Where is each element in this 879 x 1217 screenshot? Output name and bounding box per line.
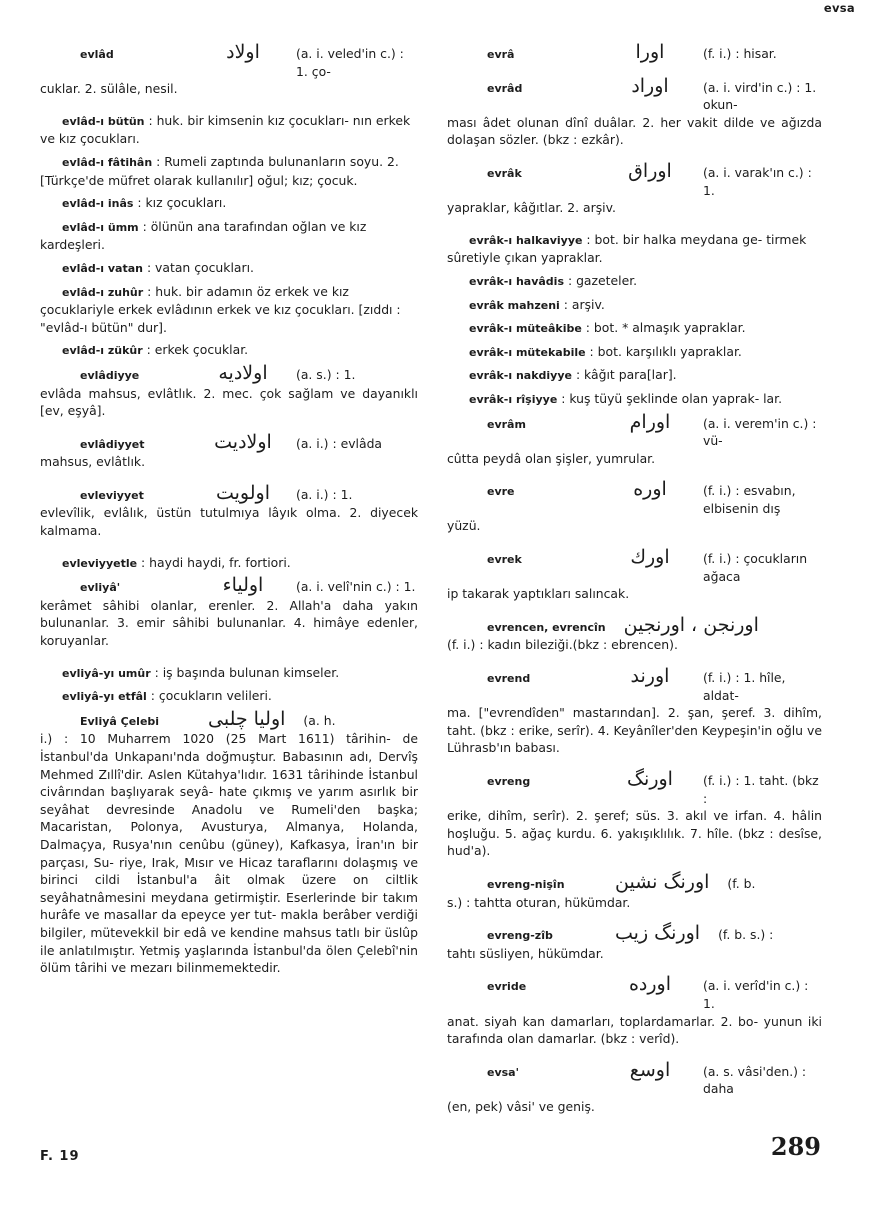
- definition-start: (f. b.: [727, 875, 756, 891]
- arabic-script: اوسع: [629, 1058, 671, 1081]
- definition-start: (f. i.) : 1. taht. (bkz :: [703, 773, 819, 806]
- definition-text: tahtı süsliyen, hükümdar.: [447, 945, 604, 961]
- definition-text: ması âdet olunan dînî duâlar. 2. her vakit dilde ve ağızda dolaşan sözler. (bkz : ezkâr).: [447, 114, 822, 148]
- entry-head: [447, 159, 822, 199]
- arabic-script: اورك: [630, 546, 670, 569]
- dictionary-entry: [447, 546, 822, 603]
- entry-head: [40, 707, 418, 731]
- headword: evliyâ': [80, 581, 121, 595]
- signature-mark: F. 19: [40, 1149, 80, 1164]
- arabic-script: اورده: [628, 973, 672, 996]
- sub-definition: : bot. * almaşık yapraklar.: [585, 320, 746, 336]
- running-head: evsa: [823, 1, 855, 15]
- headword: evlâdiyye: [80, 368, 140, 382]
- sub-entry: [40, 554, 418, 573]
- definition-start: (f. i.) : esvabın, elbisenin dış: [703, 483, 796, 516]
- left-column: [40, 41, 418, 991]
- dictionary-entry: [447, 973, 822, 1047]
- headword: evleviyyet: [80, 488, 144, 502]
- entry-head: [447, 74, 822, 114]
- headword: evrek: [487, 553, 522, 567]
- sub-entry: [40, 341, 418, 360]
- sub-headword: evrâk-ı mütekabile: [469, 345, 586, 359]
- entry-head: [447, 1058, 822, 1098]
- sub-definition: : kuş tüyü şeklinde olan yaprak- lar.: [561, 390, 783, 406]
- definition-text: erike, dihîm, serîr). 2. şeref; süs. 3. akıl ve irfan. 4. hâlin hoşluğu. 5. ağaç kurdu. 6. yakışıklılık. 7. hîle. (bkz : desîse, hud'a).: [447, 808, 822, 859]
- entry-head: [447, 613, 822, 637]
- dictionary-entry: [40, 361, 418, 420]
- sub-entry: [40, 259, 418, 278]
- headword: evreng-nişîn: [487, 877, 565, 891]
- sub-definition: : kız çocukları.: [137, 195, 227, 211]
- entry-head: [40, 41, 418, 80]
- sub-entry: [447, 343, 822, 362]
- sub-headword: evlâd-ı zuhûr: [62, 285, 144, 299]
- dictionary-entry: [447, 768, 822, 860]
- definition-text: yüzü.: [447, 518, 481, 534]
- sub-entry: [40, 218, 418, 254]
- sub-entry: [447, 296, 822, 315]
- dictionary-entry: [447, 41, 822, 64]
- sub-headword: evrâk mahzeni: [469, 298, 560, 312]
- definition-text: s.) : tahtta oturan, hükümdar.: [447, 894, 631, 910]
- definition-text: i.) : 10 Muharrem 1020 (25 Mart 1611) târihin- de İstanbul'da Unkapanı'nda doğmuştur. Babasının adı, Dervîş Mehmed Zıllî'dir. Aslen Kütahya'lıdır. 1631 târihinde İstanbul civârından başlıyarak seyâ- hate çıkmış ve yarım asırlık bir seyâhat devresinde Anadolu ve Rumeli'den başka; Macaristan, Polonya, Avusturya, Almanya, Holanda, Dalmaçya, Rusya'nın cenûbu (güney), Kafkasya, İran'ın bir parçası, Su- riye, Irak, Mısır ve Hicaz taraflarını dolaşmış ve birinci cildi İstanbul'a âit olmak üzere on ciltlik seyâhatnâmesini meydana getirmiştir. Eserlerinde bir takım hurâfe ve masallar da epeyce yer tut- makla berâber verdiği bilgiler, mütevekkil bir edâ ve kendine mahsus tatlı bir üslûp ile anlatılmıştır. Yetmiş yaşlarında İstanbul'da ölen Çelebî'nin ölüm târihi ve mezarı bilinmemektedir.: [40, 731, 418, 976]
- sub-entry: [447, 390, 822, 409]
- headword: evrâm: [487, 417, 526, 431]
- sub-headword: evlâd-ı ümm: [62, 220, 139, 234]
- entry-head: [447, 870, 822, 894]
- entry-head: [40, 481, 418, 505]
- entry-head: [40, 361, 418, 385]
- definition-text: anat. siyah kan damarları, toplardamarlar. 2. bo- yunun iki tarafında olan damarlar. (bkz : verîd).: [447, 1013, 822, 1047]
- sub-definition: : Rumeli zaptında bulunanların soyu. 2. [Türkçe'de müfret olarak kullanılır] oğul; kız; çocuk.: [40, 153, 399, 188]
- sub-definition: : ölünün ana tarafından oğlan ve kız kardeşleri.: [40, 218, 367, 253]
- sub-definition: : bot. karşılıklı yapraklar.: [589, 343, 742, 359]
- sub-definition: : kâğıt para[lar].: [575, 367, 677, 383]
- definition-start: (f. i.) : 1. hîle, aldat-: [703, 670, 786, 703]
- headword: evlâdiyyet: [80, 437, 145, 451]
- definition-text: yapraklar, kâğıtlar. 2. arşiv.: [447, 200, 616, 216]
- headword: evrâd: [487, 81, 523, 95]
- sub-headword: evrâk-ı halkaviyye: [469, 233, 583, 247]
- sub-entry: [447, 231, 822, 267]
- right-column: [447, 41, 822, 1130]
- sub-definition: : erkek çocuklar.: [146, 342, 249, 358]
- dictionary-entry: [447, 665, 822, 757]
- dictionary-entry: [40, 41, 418, 98]
- definition-text: cuklar. 2. sülâle, nesil.: [40, 81, 178, 97]
- entry-head: [40, 430, 418, 454]
- definition-start: (a. s. vâsi'den.) : daha: [703, 1063, 807, 1097]
- sub-entry: [40, 194, 418, 213]
- sub-definition: : gazeteler.: [567, 272, 638, 288]
- definition-start: (a. i. velî'nin c.) : 1.: [296, 579, 416, 595]
- headword: evrâk: [487, 166, 522, 180]
- definition-start: (a. i. verîd'in c.) : 1.: [703, 978, 809, 1011]
- entry-head: [40, 574, 418, 597]
- sub-headword: evliyâ-yı umûr: [62, 666, 151, 680]
- dictionary-entry: [447, 410, 822, 468]
- sub-definition: : iş başında bulunan kimseler.: [154, 664, 340, 680]
- dictionary-entry: [40, 481, 418, 540]
- headword: evlâd: [80, 48, 114, 61]
- arabic-script: اولاد: [226, 41, 260, 63]
- headword: evrâ: [487, 48, 515, 61]
- definition-start: (a. i. vird'in c.) : 1. okun-: [703, 79, 817, 113]
- entry-head: [447, 546, 822, 585]
- arabic-script: اوره: [633, 478, 667, 501]
- arabic-script: اورنجن ، اورنجين: [623, 613, 759, 636]
- entry-head: [447, 922, 822, 945]
- definition-start: (f. i.) : çocukların ağaca: [703, 551, 808, 584]
- sub-definition: : arşiv.: [563, 296, 605, 312]
- definition-text: (en, pek) vâsi' ve geniş.: [447, 1098, 595, 1114]
- dictionary-entry: [447, 74, 822, 149]
- dictionary-entry: [447, 870, 822, 911]
- sub-entry: [40, 112, 418, 148]
- sub-headword: evlâd-ı zükûr: [62, 344, 143, 358]
- definition-text: evlâda mahsus, evlâtlık. 2. mec. çok sağlam ve dayanıklı [ev, eşyâ].: [40, 385, 418, 419]
- page-number: 289: [770, 1132, 821, 1161]
- dictionary-entry: [447, 1058, 822, 1116]
- entry-head: [447, 665, 822, 704]
- sub-headword: evleviyyetle: [62, 556, 138, 570]
- sub-headword: evrâk-ı nakdiyye: [469, 369, 572, 383]
- definition-start: (f. b. s.) :: [718, 927, 774, 943]
- sub-headword: evrâk-ı müteâkibe: [469, 322, 582, 336]
- headword: evride: [487, 980, 527, 994]
- arabic-script: اولاديه: [218, 361, 268, 384]
- arabic-script: اورا: [635, 41, 665, 63]
- arabic-script: اولياء: [222, 574, 264, 597]
- arabic-script: اورام: [629, 410, 671, 433]
- sub-definition: : haydi haydi, fr. fortiori.: [141, 554, 291, 570]
- entry-head: [447, 973, 822, 1012]
- dictionary-entry: [447, 478, 822, 535]
- sub-entry: [40, 664, 418, 683]
- definition-start: (a. s.) : 1.: [296, 366, 356, 382]
- sub-headword: evrâk-ı rîşiyye: [469, 392, 558, 406]
- entry-head: [447, 41, 822, 64]
- headword: evsa': [487, 1065, 519, 1079]
- definition-start: (a. i. veled'in c.) : 1. ço-: [296, 46, 404, 79]
- sub-entry: [40, 153, 418, 189]
- entry-head: [447, 410, 822, 450]
- definition-text: evlevîlik, evlâlık, üstün tutulmıya lâyık olma. 2. diyecek kalmama.: [40, 505, 418, 539]
- dictionary-entry: [447, 613, 822, 654]
- sub-definition: : bot. bir halka meydana ge- tirmek sûretiyle çıkan yapraklar.: [447, 231, 807, 266]
- definition-text: ma. ["evrendîden" mastarından]. 2. şan, şeref. 3. dihîm, taht. (bkz : erike, serîr). 4. Keyânîler'den Keypeşin'in oğlu ve Lührasb'ın babası.: [447, 705, 822, 756]
- arabic-script: اولويت: [215, 481, 270, 504]
- sub-entry: [447, 366, 822, 385]
- arabic-script: اورنگ نشين: [615, 870, 710, 893]
- arabic-script: اوليا چلبى: [208, 707, 286, 730]
- entry-head: [447, 478, 822, 517]
- sub-entry: [40, 283, 418, 337]
- definition-text: mahsus, evlâtlık.: [40, 454, 146, 470]
- definition-start: (a. i.) : evlâda: [296, 435, 383, 451]
- sub-headword: evrâk-ı havâdis: [469, 274, 564, 288]
- arabic-script: اوراق: [628, 159, 672, 182]
- sub-headword: evlâd-ı vatan: [62, 261, 143, 275]
- arabic-script: اورنگ زيب: [615, 922, 701, 945]
- definition-start: (f. i.) : hisar.: [703, 46, 777, 61]
- dictionary-entry: [447, 159, 822, 217]
- sub-headword: evlâd-ı bütün: [62, 114, 145, 128]
- headword: evreng: [487, 775, 531, 788]
- sub-definition: : huk. bir adamın öz erkek ve kız çocuklariyle erkek evlâdının erkek ve kız çocukları. [zıddı : "evlâd-ı bütün" dur].: [40, 283, 401, 335]
- sub-entry: [447, 272, 822, 291]
- headword: evrend: [487, 672, 531, 686]
- dictionary-entry: [40, 574, 418, 649]
- definition-start: (a. i. varak'ın c.) : 1.: [703, 164, 812, 198]
- sub-headword: evliyâ-yı etfâl: [62, 690, 147, 704]
- sub-headword: evlâd-ı fâtihân: [62, 155, 153, 169]
- sub-entry: [40, 687, 418, 706]
- arabic-script: اولاديت: [214, 430, 272, 453]
- arabic-script: اورند: [630, 665, 670, 688]
- sub-definition: : vatan çocukları.: [146, 259, 254, 275]
- headword: evreng-zîb: [487, 929, 553, 943]
- definition-text: cûtta peydâ olan şişler, yumrular.: [447, 450, 656, 466]
- definition-start: (a. i. verem'in c.) : vü-: [703, 415, 817, 449]
- sub-definition: : huk. bir kimsenin kız çocukları- nın erkek ve kız çocukları.: [40, 112, 411, 147]
- headword: Evliyâ Çelebi: [80, 714, 160, 728]
- dictionary-entry: [40, 707, 418, 977]
- headword: evrencen, evrencîn: [487, 620, 606, 634]
- entry-head: [447, 768, 822, 807]
- definition-start: (a. h.: [303, 712, 336, 728]
- arabic-script: اورنگ: [627, 768, 673, 790]
- arabic-script: اوراد: [631, 74, 669, 97]
- sub-definition: : çocukların velileri.: [150, 688, 272, 704]
- headword: evre: [487, 485, 515, 499]
- sub-entry: [447, 319, 822, 338]
- definition-text: ip takarak yaptıkları salıncak.: [447, 586, 630, 602]
- dictionary-entry: [40, 430, 418, 471]
- sub-headword: evlâd-ı inâs: [62, 197, 134, 211]
- definition-text: (f. i.) : kadın bileziği.(bkz : ebrencen).: [447, 637, 678, 653]
- dictionary-entry: [447, 922, 822, 962]
- definition-text: kerâmet sâhibi olanlar, erenler. 2. Allah'a daha yakın bulunanlar. 3. emir sâhibi bulunanlar. 4. himâye edenler, koruyanlar.: [40, 597, 418, 649]
- definition-start: (a. i.) : 1.: [296, 486, 353, 502]
